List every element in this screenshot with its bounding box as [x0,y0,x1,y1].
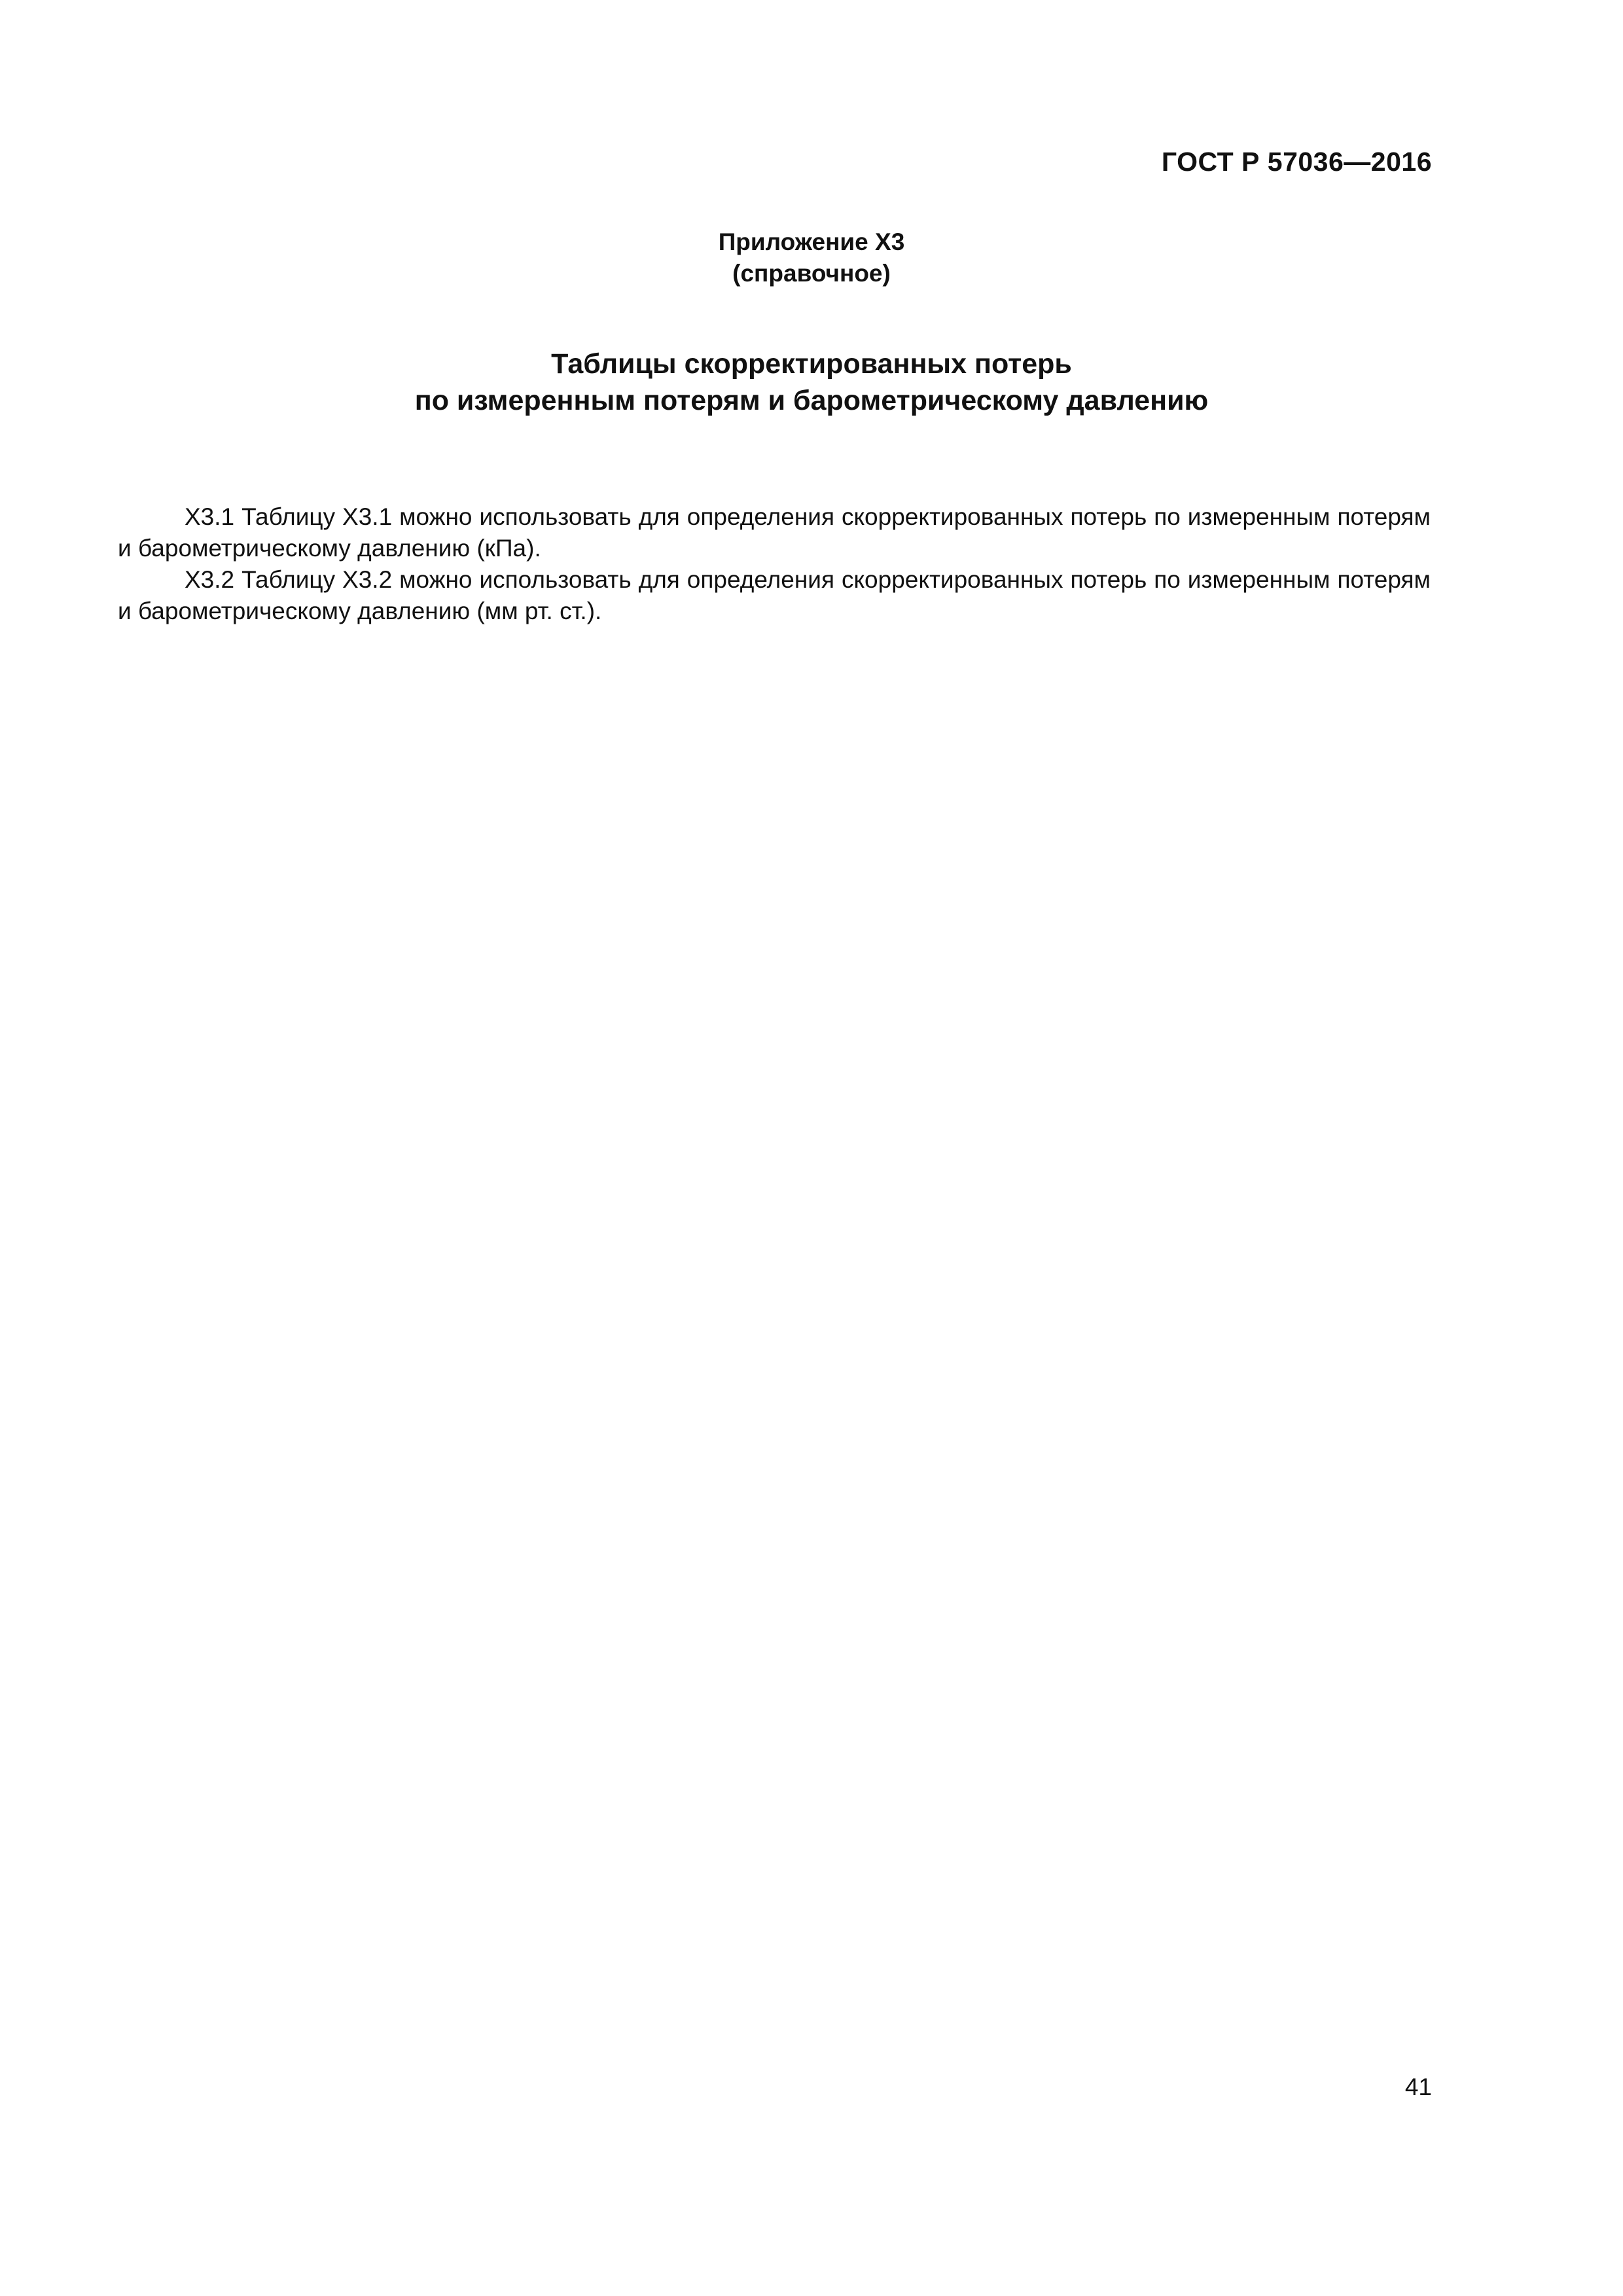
paragraph-x3-1-line-1: Х3.1 Таблицу Х3.1 можно использовать для определения скорректированных потерь по измеренным потерям [185,503,1431,530]
paragraph-x3-2-line-2: и барометрическому давлению (мм рт. ст.). [118,598,602,624]
paragraph-x3-2-line-1: Х3.2 Таблицу Х3.2 можно использовать для определения скорректированных потерь по измеренным потерям [185,566,1431,593]
section-title-line-2: по измеренным потерям и барометрическому давлению [414,385,1209,416]
document-code: ГОСТ Р 57036—2016 [1161,147,1432,177]
body-text [118,501,1431,627]
paragraph-x3-1-line-2: и барометрическому давлению (кПа). [118,535,541,562]
section-title [0,346,1623,419]
appendix-heading [0,226,1623,289]
page-number: 41 [1404,2073,1432,2100]
appendix-title: Приложение Х3 [718,228,905,255]
section-title-line-1: Таблицы скорректированных потерь [551,348,1072,380]
appendix-status: (справочное) [732,260,891,287]
